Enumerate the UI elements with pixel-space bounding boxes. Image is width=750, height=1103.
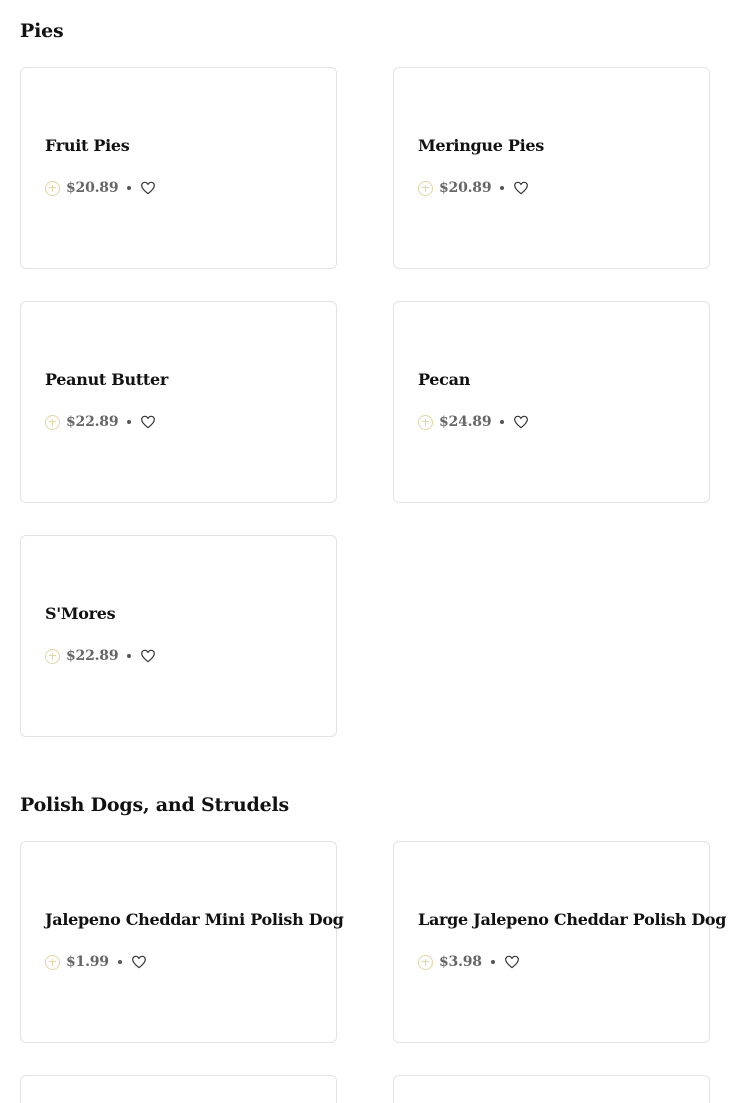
item-price: $20.89 bbox=[66, 180, 119, 196]
item-meta bbox=[418, 412, 529, 432]
plus-circle-icon[interactable] bbox=[418, 415, 433, 430]
separator-dot bbox=[127, 420, 131, 424]
item-meta bbox=[418, 952, 520, 972]
section-title: Pies bbox=[20, 20, 64, 42]
menu-item-card[interactable] bbox=[20, 67, 337, 269]
item-price: $22.89 bbox=[66, 648, 119, 664]
item-name: S'Mores bbox=[45, 604, 116, 623]
heart-icon[interactable] bbox=[140, 648, 156, 664]
plus-circle-icon[interactable] bbox=[45, 649, 60, 664]
item-name: Peanut Butter bbox=[45, 370, 169, 389]
heart-icon[interactable] bbox=[513, 414, 529, 430]
heart-icon[interactable] bbox=[131, 954, 147, 970]
heart-icon[interactable] bbox=[140, 414, 156, 430]
item-name: Fruit Pies bbox=[45, 136, 130, 155]
separator-dot bbox=[500, 420, 504, 424]
item-meta bbox=[45, 646, 156, 666]
separator-dot bbox=[127, 654, 131, 658]
item-meta bbox=[45, 178, 156, 198]
item-price: $20.89 bbox=[439, 180, 492, 196]
item-meta bbox=[45, 412, 156, 432]
heart-icon[interactable] bbox=[504, 954, 520, 970]
menu-item-card[interactable] bbox=[20, 841, 344, 1043]
plus-circle-icon[interactable] bbox=[45, 955, 60, 970]
menu-item-card[interactable] bbox=[20, 301, 337, 503]
item-name: Large Jalepeno Cheddar Polish Dog bbox=[418, 910, 727, 929]
plus-circle-icon[interactable] bbox=[45, 181, 60, 196]
item-price: $1.99 bbox=[66, 954, 109, 970]
item-name: Meringue Pies bbox=[418, 136, 544, 155]
separator-dot bbox=[500, 186, 504, 190]
plus-circle-icon[interactable] bbox=[418, 181, 433, 196]
plus-circle-icon[interactable] bbox=[45, 415, 60, 430]
plus-circle-icon[interactable] bbox=[418, 955, 433, 970]
separator-dot bbox=[491, 960, 495, 964]
item-name: Jalepeno Cheddar Mini Polish Dog bbox=[45, 910, 344, 929]
menu-item-card[interactable] bbox=[393, 1075, 710, 1103]
item-meta bbox=[418, 178, 529, 198]
menu-item-card[interactable] bbox=[393, 841, 727, 1043]
heart-icon[interactable] bbox=[513, 180, 529, 196]
item-price: $24.89 bbox=[439, 414, 492, 430]
item-price: $3.98 bbox=[439, 954, 482, 970]
heart-icon[interactable] bbox=[140, 180, 156, 196]
menu-item-card[interactable] bbox=[20, 535, 337, 737]
section-title: Polish Dogs, and Strudels bbox=[20, 794, 290, 816]
item-meta bbox=[45, 952, 147, 972]
menu-item-card[interactable] bbox=[393, 67, 710, 269]
separator-dot bbox=[127, 186, 131, 190]
item-price: $22.89 bbox=[66, 414, 119, 430]
item-name: Pecan bbox=[418, 370, 471, 389]
separator-dot bbox=[118, 960, 122, 964]
menu-item-card[interactable] bbox=[20, 1075, 337, 1103]
menu-item-card[interactable] bbox=[393, 301, 710, 503]
